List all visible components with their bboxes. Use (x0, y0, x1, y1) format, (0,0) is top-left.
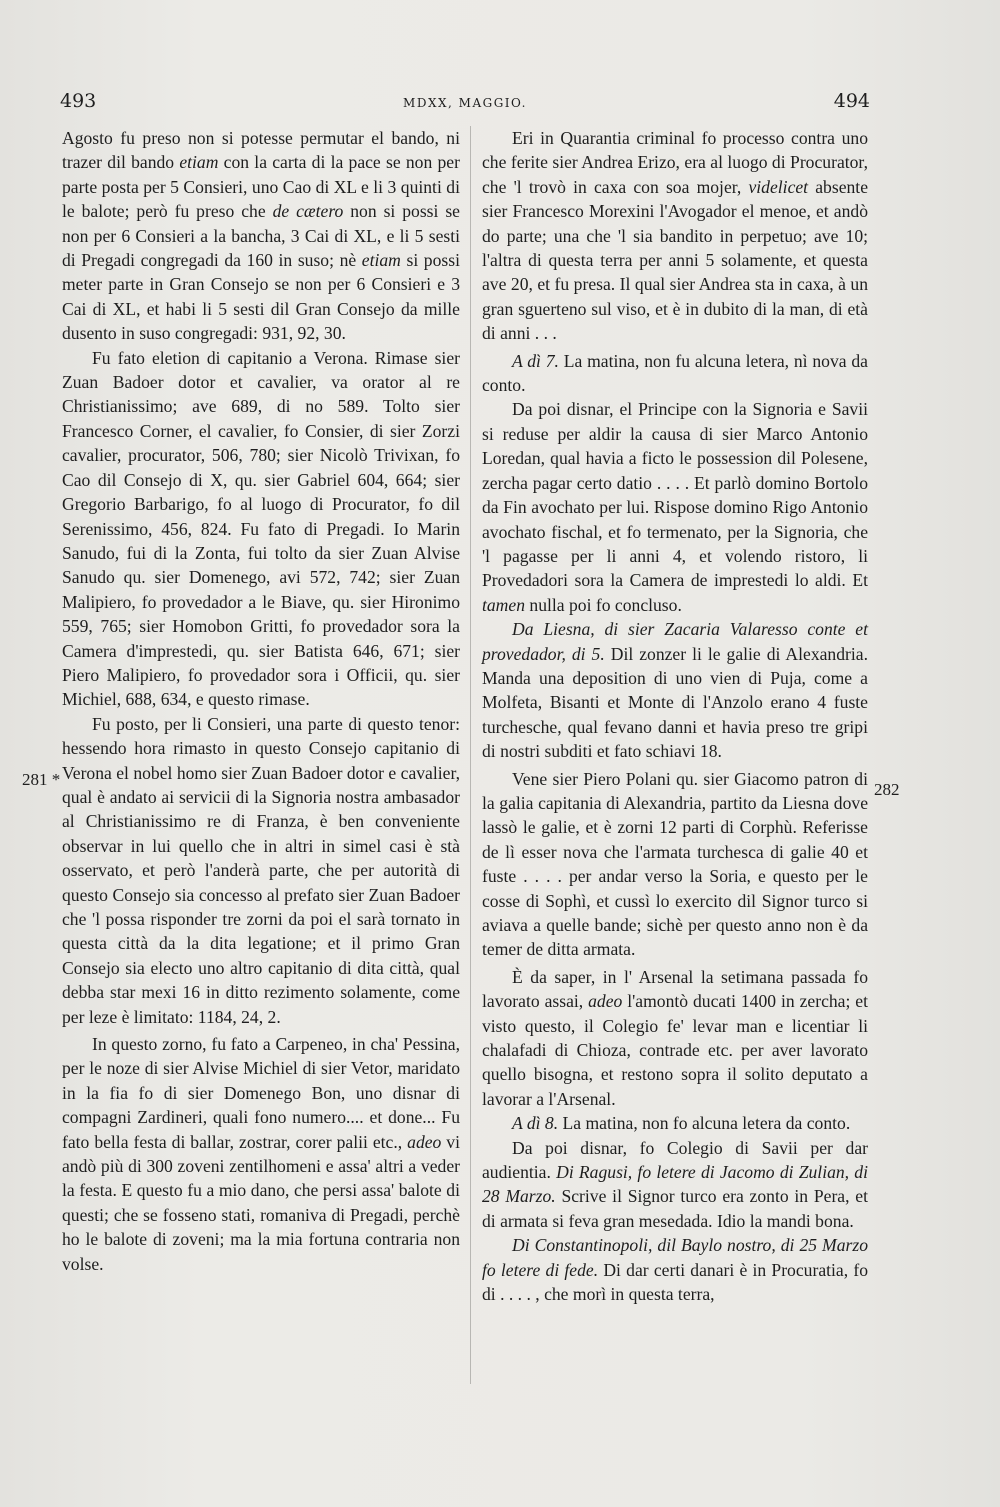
paragraph: Fu fato eletion di capitanio a Verona. Rimase sier Zuan Badoer dotor et cavalier, va orator al re Christianissimo; ave 689, di no 589. Tolto sier Francesco Corner, el cavalier, fo Consier, di sier Zorzi cavalier, procurator, 506, 780; sier Nicolò Trivixan, fo Cao dil Consejo di X, qu. sier Gabriel 604, 664; sier Gregorio Barbarigo, fo al luogo di Procurator, fo dil Serenissimo, 456, 824. Fu fato di Pregadi. Io Marin Sanudo, fui di la Zonta, fui tolto da sier Zuan Alvise Sanudo qu. sier Domenego, avi 572, 742; sier Zuan Malipiero, fo provedador a le Biave, qu. sier Hironimo 559, 765; sier Homobon Gritti, fo provedador sora la Camera d'imprestedi, qu. sier Batista 646, 671; sier Piero Malipiero, fo provedador sora i Officii, qu. sier Michiel, 688, 634, e questo rimase. (62, 347, 460, 710)
paragraph: Da poi disnar, fo Colegio di Savii per dar audientia. Di Ragusi, fo letere di Jacomo di Zulian, di 28 Marzo. Scrive il Signor turco era zonto in Pera, et di armata si feva gran mesedada. Idio la mandi bona. (482, 1137, 868, 1231)
paragraph: Fu posto, per li Consieri, una parte di questo tenor: hessendo hora rimasto in questo Consejo capitanio di Verona el nobel homo sier Zuan Badoer dotor e cavalier, qual è andato ai servicii di la Signoria nostra ambasador al Christianissimo re di Franza, è ben conveniente observar in lui quello che in altri in simel casi è stà osservato, et però l'anderà parte, che per autorità di questo Consejo sia concesso al prefato sier Zuan Badoer che 'l possa risponder tre zorni da poi el sarà tornato in questa città da la dita legatione; et il primo Gran Consejo sia electo uno altro capitanio di dita città, qual debba star mexi 16 in ditto rezimento solamente, come per leze è limitato: 1184, 24, 2. (62, 713, 460, 1027)
margin-folio-right: 282 (874, 780, 900, 799)
paragraph: A dì 7. La matina, non fu alcuna letera, nì nova da conto. (482, 350, 868, 396)
right-column (482, 126, 868, 1307)
paragraph: Da Liesna, di sier Zacaria Valaresso conte et provedador, di 5. Dil zonzer li le galie di Alexandria. Manda una deposition di uno vien di Puja, come a Molfeta, Bisanti et Monte di l'Anzolo erano 4 fuste turchesche, qual fevano danni et havia preso tre gripi di nostri subditi et fato schiavi 18. (482, 619, 868, 762)
running-title: MDXX, MAGGIO. (403, 96, 527, 110)
paragraph: Di Constantinopoli, dil Baylo nostro, di 25 Marzo fo letere di fede. Di dar certi danari è in Procuratia, fo di . . . . , che morì in questa terra, (482, 1235, 868, 1305)
paragraph: Da poi disnar, el Principe con la Signoria e Savii si reduse per aldir la causa di sier Marco Antonio Loredan, qual havia a ficto le possession dil Polesene, zercha pagar certo datio . . . . Et parlò domino Bortolo da Fin avochato per lui. Rispose domino Rigo Antonio avochato fischal, et fo termenato, per la Signoria, che 'l pagasse per li anni 4, et volendo ristoro, li Provedadori sora la Camera de imprestedi lo aldi. Et tamen nulla poi fo concluso. (482, 399, 868, 615)
paragraph: È da saper, in l' Arsenal la setimana passada fo lavorato assai, adeo l'amontò ducati 1400 in zercha; et visto questo, il Colegio fe' levar man e licentiar li chalafadi di Chioza, contrade etc. per aver lavorato quello bisogna, et restono sopra il solito deputato a lavorar a l'Arsenal. (482, 966, 868, 1109)
paragraph: Agosto fu preso non si potesse permutar el bando, ni trazer dil bando etiam con la carta di la pace se non per parte posta per 5 Consieri, uno Cao di XL e li 3 quinti di le balote; però fu preso che de cætero non si possi se non per 6 Consieri a la bancha, 3 Cai di XL, e li 5 sesti di Pregadi congregadi da 160 in suso; nè etiam si possi meter parte in Gran Consejo se non per 6 Consieri e 3 Cai di XL, et habi li 5 sesti dil Gran Consejo da mille dusento in suso congregadi: 931, 92, 30. (62, 128, 460, 344)
page-header (60, 90, 870, 120)
paragraph: Vene sier Piero Polani qu. sier Giacomo patron di la galia capitania di Alexandria, partito da Liesna dove lassò le galie, et è zorni 12 parti di Corphù. Referisse de lì esser nova che l'armata turchesca di galie 40 et fuste . . . . per andar verso la Soria, e questo per le cosse di Sophì, et cussì lo exercito dil Signor turco si aviava a quelle bande; sichè per questo anno non è da temer de ditta armata. (482, 768, 868, 960)
paragraph: A dì 8. La matina, non fo alcuna letera da conto. (512, 1113, 851, 1134)
paragraph: In questo zorno, fu fato a Carpeneo, in cha' Pessina, per le noze di sier Alvise Michiel di sier Vetor, maridato in la fia fo di sier Domenego Bon, uno disnar di compagni Zardineri, quali fono numero.... et done... Fu fato bella festa di ballar, zostrar, corer palii etc., adeo vi andò più di 300 zoveni zentilhomeni e assa' altri a veder la festa. E questo fu a mio dano, che persi assa' balote di questi; che se fosseno stati, romaniva di Pregadi, perchè ho le balote di zoveni; ma la mia fortuna contraria non volse. (62, 1034, 460, 1274)
paragraph: Eri in Quarantia criminal fo processo contra uno che ferite sier Andrea Erizo, era al luogo di Procurator, che 'l trovò in caxa con soa mojer, videlicet absente sier Francesco Morexini l'Avogador el menoe, et andò do parte; una che 'l sia bandito in perpetuo; ave 10; l'altra di questa terra per anni 5 solamente, et questa ave 20, et fu presa. Il qual sier Andrea sta in caxa, à un gran sguerteno sul viso, et è in dubito di la man, di età di anni . . . (482, 128, 869, 344)
page-number-right: 494 (833, 90, 870, 112)
left-column (62, 126, 460, 1276)
page-number-left: 493 (60, 90, 97, 112)
column-divider (470, 126, 471, 1384)
margin-folio-left: 281 * (22, 770, 61, 789)
